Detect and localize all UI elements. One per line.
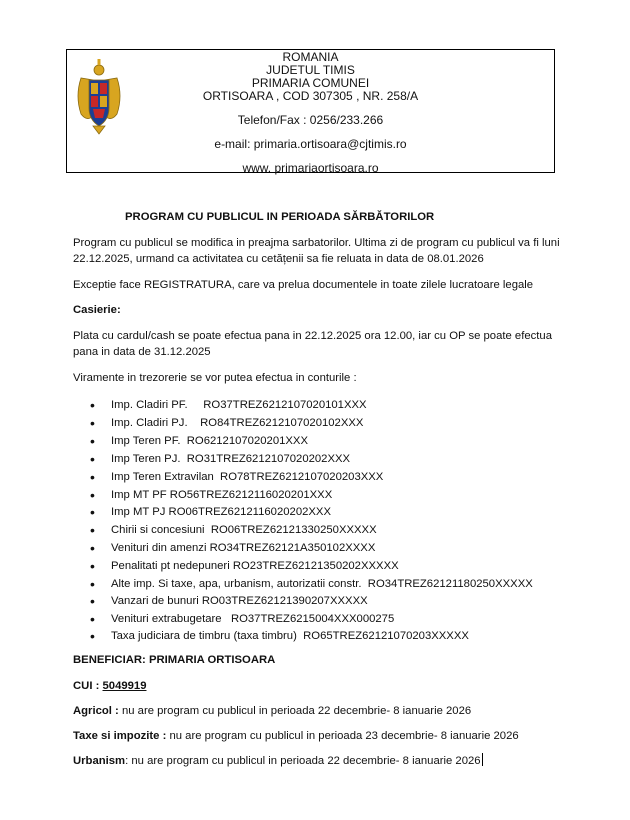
page-title: PROGRAM CU PUBLICUL IN PERIOADA SĂRBĂTORILOR [125,211,435,223]
list-item: • Imp Teren Extravilan RO78TREZ6212107020203XXX [111,469,383,485]
header-country: ROMANIA [282,50,339,64]
list-item: • Alte imp. Si taxe, apa, urbanism, autorizatii constr. RO34TREZ62121180250XXXXX [111,576,533,592]
list-item: • Venituri din amenzi RO34TREZ62121A350102XXXX [111,540,375,556]
header-county: JUDETUL TIMIS [266,63,355,77]
list-item: • Chirii si concesiuni RO06TREZ62121330250XXXXX [111,522,377,538]
taxe-line [73,728,563,744]
list-item: • Taxa judiciara de timbru (taxa timbru) RO65TREZ62121070203XXXXX [111,628,469,644]
header-phone: Telefon/Fax : 0256/233.266 [237,113,384,127]
list-item: • Imp. Cladiri PF. RO37TREZ6212107020101XXX [111,397,367,413]
letterhead [66,49,555,173]
list-item: • Imp MT PF RO56TREZ6212116020201XXX [111,487,332,503]
beneficiary-line: BENEFICIAR: PRIMARIA ORTISOARA [73,654,276,666]
urbanism-label: Urbanism [73,755,126,767]
header-institution: PRIMARIA COMUNEI [251,76,370,90]
list-item: • Imp MT PJ RO06TREZ6212116020202XXX [111,504,331,520]
intro-paragraph: Program cu publicul se modifica in preajma sarbatorilor. Ultima zi de program cu publicul va fi luni 22.12.2025, urmand ca activitatea cu cetățenii sa fie reluata in data de 08.01.2026 [73,237,560,265]
cui-line [73,678,563,694]
agricol-text: nu are program cu publicul in perioada 22 decembrie- 8 ianuarie 2026 [118,705,472,717]
exception-paragraph: Exceptie face REGISTRATURA, care va prelua documentele in toate zilele lucratoare legale [73,279,534,291]
viramente-intro: Viramente in trezorerie se vor putea efectua in conturile : [73,372,357,384]
casierie-heading: Casierie: [73,304,121,316]
header-address: ORTISOARA , COD 307305 , NR. 258/A [202,89,419,103]
list-item: • Imp Teren PJ. RO31TREZ6212107020202XXX [111,451,350,467]
list-item: • Venituri extrabugetare RO37TREZ6215004XXX000275 [111,611,394,627]
urbanism-line [73,753,563,769]
agricol-line [73,703,563,719]
list-item: • Vanzari de bunuri RO03TREZ62121390207XXXXX [111,593,368,609]
header-website[interactable]: www. primariaortisoara.ro [242,161,379,175]
agricol-label: Agricol : [73,705,119,717]
taxe-text: nu are program cu publicul in perioada 23 decembrie- 8 ianuarie 2026 [166,730,519,742]
taxe-label: Taxe si impozite : [73,730,167,742]
list-item: • Penalitati pt nedepuneri RO23TREZ62121350202XXXXX [111,558,399,574]
list-item: • Imp Teren PF. RO6212107020201XXX [111,433,308,449]
cui-value: 5049919 [102,680,147,692]
casierie-paragraph: Plata cu cardul/cash se poate efectua pana in 22.12.2025 ora 12.00, iar cu OP se poate efectua pana in data de 31.12.2025 [73,330,552,358]
urbanism-text: : nu are program cu publicul in perioada 22 decembrie- 8 ianuarie 2026 [125,755,481,767]
cui-label: CUI : [73,680,103,692]
text-cursor [482,753,483,766]
list-item: • Imp. Cladiri PJ. RO84TREZ6212107020102XXX [111,415,363,431]
header-email[interactable]: e-mail: primaria.ortisoara@cjtimis.ro [214,137,407,151]
